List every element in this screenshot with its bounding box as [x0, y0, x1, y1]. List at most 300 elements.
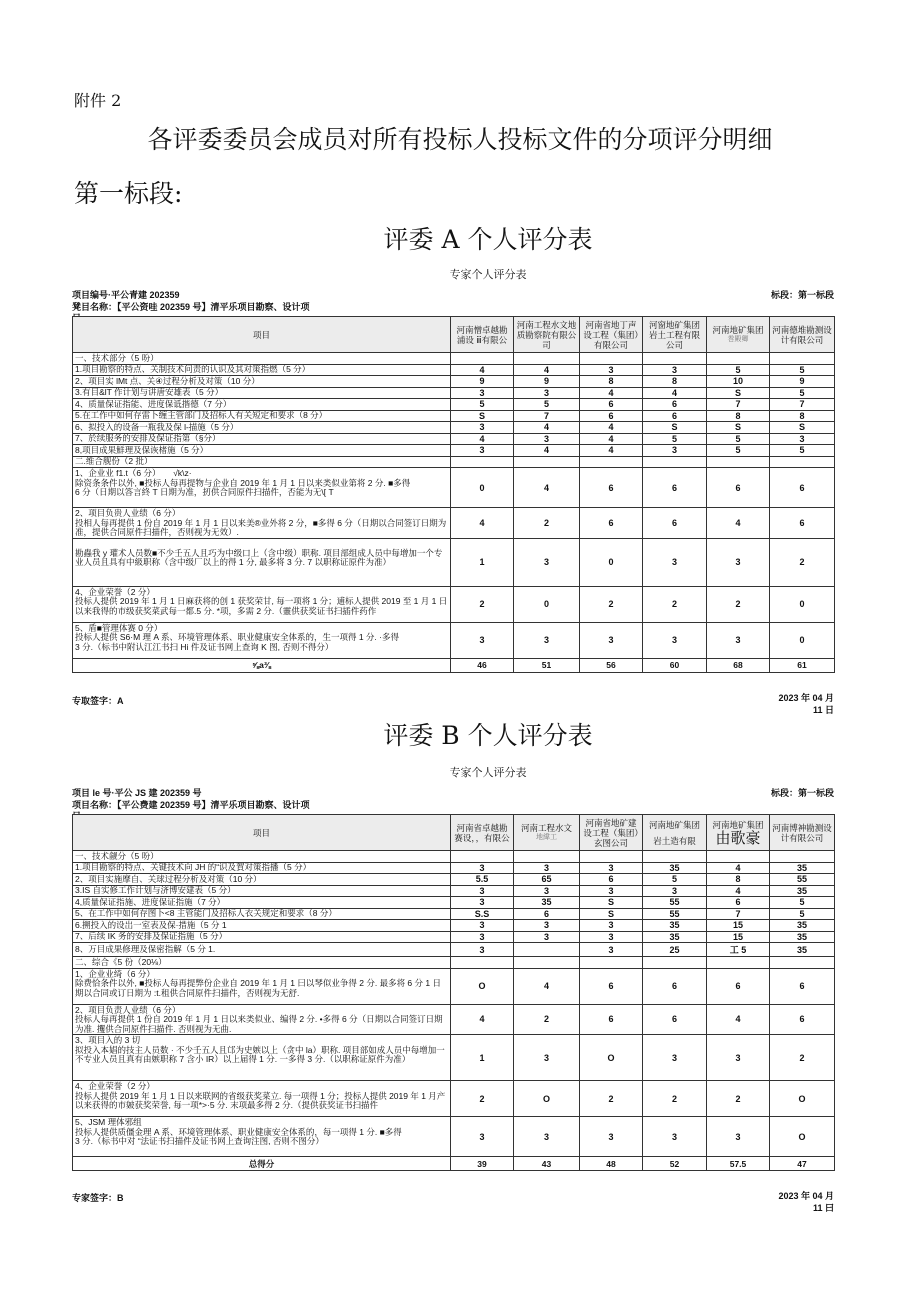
- score-cell: 4: [580, 445, 643, 457]
- table-row: [73, 353, 835, 365]
- attachment-label: 附件 2: [74, 91, 122, 110]
- criteria-description: [73, 586, 451, 622]
- score-cell: 0: [770, 622, 835, 658]
- score-cell: 5: [770, 387, 835, 399]
- score-cell: 4: [643, 387, 707, 399]
- score-cell: 5: [643, 433, 707, 445]
- score-cell: 8: [643, 376, 707, 388]
- row-label: 1.项目勘察的特点、关制技术问责的认识及其对策指燃（5 分）: [73, 364, 451, 376]
- row-label: 二.维合舰份（2 批）: [73, 456, 451, 468]
- row-label: 2、项目实施摩自、关球过程分析及对策（10 分）: [73, 874, 451, 886]
- score-cell: 4: [707, 1004, 770, 1035]
- table-b-heading: 评委 B 个人评分表: [383, 721, 593, 750]
- criteria-row: [73, 538, 835, 586]
- score-cell: 3: [580, 1117, 643, 1157]
- table-row: [73, 387, 835, 399]
- score-cell: 4: [707, 885, 770, 897]
- score-cell: 6: [580, 468, 643, 508]
- row-label: 5.在工作中如何存雷卜缠主管部门及招标人有关短定和要求（8 分）: [73, 410, 451, 422]
- criteria-line: 投标人提供 2019 年 1 月 1 日麻获将的创 1 获奖荣甘, 每一项将 1 分；逋标人提供 2019 至 1 月 1 日以来我得的市级获奖菜武每一都.5 分. *项，多需 2 分.（靈供获奖证书扫插件药作: [75, 596, 448, 616]
- table-b: [72, 814, 835, 1171]
- bidder-header: 河南博神勘测设计有限公司: [770, 815, 835, 851]
- score-cell: 4: [580, 433, 643, 445]
- score-cell: 4: [451, 508, 514, 539]
- score-cell: 4: [514, 468, 580, 508]
- criteria-line: 5、盾■管理体赛 0 分）: [75, 622, 163, 633]
- table-b-header-row: [73, 815, 835, 851]
- table-b-project-name: 项目名称：【平公费建 202359 号】清平乐项目勘察、设计项: [72, 800, 310, 810]
- criteria-line: 1、企业业 f1.t（6 分） √k\z·: [75, 468, 192, 478]
- total-cell: 47: [770, 1157, 835, 1171]
- total-cell: 61: [770, 658, 835, 672]
- score-cell: 15: [707, 931, 770, 943]
- score-cell: 15: [707, 920, 770, 932]
- score-cell: 工 5: [707, 943, 770, 957]
- criteria-description: [73, 1004, 451, 1035]
- score-cell: [514, 943, 580, 957]
- score-cell: 6: [707, 897, 770, 909]
- criteria-line: 4、企业荣誉（2 分）: [75, 586, 155, 597]
- table-b-signature: 专家签字：B: [72, 1193, 124, 1203]
- criteria-row: [73, 586, 835, 622]
- score-cell: S: [707, 387, 770, 399]
- bidder-header: 河南憎卓越勘浦设 ⅲ有限公: [451, 317, 514, 353]
- row-label: 4、质量保证指能、进度保诋揩德（7 分）: [73, 399, 451, 411]
- score-cell: 3: [514, 931, 580, 943]
- score-cell: 6: [580, 1004, 643, 1035]
- score-cell: 5.5: [451, 874, 514, 886]
- bidder-header: 河南工程水文地质勘察院有限公司: [514, 317, 580, 353]
- score-cell: 2: [514, 508, 580, 539]
- score-cell: 3: [643, 1035, 707, 1081]
- score-cell: [580, 456, 643, 468]
- bidder-header: 河南德堆勘测设计有限公司: [770, 317, 835, 353]
- total-row: [73, 658, 835, 672]
- score-cell: 10: [707, 376, 770, 388]
- score-cell: 3: [451, 885, 514, 897]
- table-row: [73, 376, 835, 388]
- score-cell: 6: [514, 908, 580, 920]
- score-cell: 3: [514, 920, 580, 932]
- score-cell: 3: [580, 931, 643, 943]
- criteria-description: [73, 622, 451, 658]
- score-cell: [770, 957, 835, 969]
- total-label: ⅝a⅜: [73, 658, 451, 672]
- score-cell: [514, 353, 580, 365]
- table-row: [73, 943, 835, 957]
- score-cell: 6: [707, 968, 770, 1004]
- score-cell: 3: [451, 1117, 514, 1157]
- table-a-date: 2023 年 04 月 11 日: [778, 693, 834, 715]
- score-cell: 6: [580, 410, 643, 422]
- score-cell: 6: [580, 399, 643, 411]
- total-cell: 39: [451, 1157, 514, 1171]
- score-cell: 6: [643, 399, 707, 411]
- table-row: [73, 851, 835, 863]
- row-label: 4,质量保证指施、进度保证指施（7 分）: [73, 897, 451, 909]
- score-cell: 4: [451, 433, 514, 445]
- table-a-header-row: [73, 317, 835, 353]
- criteria-line: 6 分（日期以答言終 T 日期为准，扨供合同原件扫描件，否能为无\[ T: [75, 487, 334, 497]
- score-cell: 55: [643, 908, 707, 920]
- total-cell: 68: [707, 658, 770, 672]
- score-cell: 3: [707, 1035, 770, 1081]
- score-cell: [580, 353, 643, 365]
- table-row: [73, 410, 835, 422]
- score-cell: [643, 851, 707, 863]
- criteria-line: 投相人每再提供 1 份自 2019 年 1 月 1 日以来美®业外将 2 分，■多得 6 分（日期以合同签订日期为准，提供合同原件扫描件，否则视为无效）.: [75, 517, 447, 537]
- score-cell: 6: [580, 874, 643, 886]
- score-cell: 5: [514, 399, 580, 411]
- score-cell: 35: [770, 862, 835, 874]
- criteria-line: 3、项目入的 3 切: [75, 1035, 141, 1045]
- score-cell: 6: [643, 1004, 707, 1035]
- score-cell: 3: [514, 622, 580, 658]
- score-cell: [770, 851, 835, 863]
- criteria-row: [73, 1117, 835, 1157]
- score-cell: S: [580, 897, 643, 909]
- score-cell: 7: [707, 908, 770, 920]
- row-label: 6.搠投入的设岀一室表及保·措施（5 分 1: [73, 920, 451, 932]
- total-cell: 48: [580, 1157, 643, 1171]
- criteria-line: 3 分.（标书中附认江江书扫 Hi 件及证书网上查询 K 图, 否则不得分）: [75, 641, 334, 652]
- score-cell: S.S: [451, 908, 514, 920]
- criteria-description: [73, 1035, 451, 1081]
- score-cell: 4: [514, 364, 580, 376]
- bidder-header: 河南工程水文 地緯工: [514, 815, 580, 851]
- score-cell: [451, 456, 514, 468]
- criteria-line: 3 分.（标书中对 “法证书扫描件及证书网上查询注图, 否则不图分）: [75, 1136, 324, 1146]
- score-cell: O: [514, 1081, 580, 1117]
- criteria-line: 除费恰条件以外, ■投标人每再提弊份企业自 2019 年 1 月 1 曰以琴似业争得 2 分. 最多将 6 分 1 日期以合同或订日期为 :t.租供合同原件扫描件，否则视为无舒.: [75, 978, 441, 998]
- bidder-header: 河窗地矿集团岩土工程有限公司: [643, 317, 707, 353]
- row-label: 3.有目&lT 作计划与讲唐安雄表（5 分）: [73, 387, 451, 399]
- score-cell: 0: [580, 538, 643, 586]
- score-cell: 7: [770, 399, 835, 411]
- bidder-header: 河南地矿集团 巻殿卿: [707, 317, 770, 353]
- score-cell: 3: [707, 538, 770, 586]
- criteria-row: [73, 1081, 835, 1117]
- criteria-line: 投标人提供 S6·M 理 A 系、环境管理体系、职业健康安全体系的，生一项得 1 分. ·多得: [75, 632, 399, 642]
- score-cell: 3: [451, 622, 514, 658]
- score-cell: 6: [770, 468, 835, 508]
- row-label: 5、在工作中如何存图卜<8 主管能门及招标人衣关规定和要求（8 分）: [73, 908, 451, 920]
- criteria-line: 投标人提供质僵金理 A 系、环境管理体系、职业健康安全体系的，每一项得 1 分. ■多得: [75, 1126, 402, 1137]
- score-cell: 3: [514, 433, 580, 445]
- score-cell: 2: [580, 1081, 643, 1117]
- score-cell: 6: [643, 508, 707, 539]
- criteria-description: [73, 968, 451, 1004]
- table-row: [73, 885, 835, 897]
- table-row: [73, 957, 835, 969]
- score-cell: 3: [514, 885, 580, 897]
- score-cell: [707, 456, 770, 468]
- score-cell: 5: [707, 433, 770, 445]
- score-cell: O: [770, 1117, 835, 1157]
- criteria-line: 勘蟲我 y 瓘术人员数■不少壬五人且巧为中级口上（含中级）职称. 项目部组成人员中每增加一个专业人员且具有中級职称（含中级厂以上的得 1 分, 最多将 3 分. 7 以职称证原件为准）: [75, 547, 443, 567]
- score-cell: 2: [770, 538, 835, 586]
- score-cell: 5: [451, 399, 514, 411]
- score-cell: 4: [580, 387, 643, 399]
- score-cell: 3: [643, 364, 707, 376]
- score-cell: 3: [580, 885, 643, 897]
- score-cell: 4: [580, 422, 643, 434]
- score-cell: [451, 957, 514, 969]
- score-cell: 3: [514, 387, 580, 399]
- total-row: [73, 1157, 835, 1171]
- bidder-header: 河南地矿集团 岩土造有限: [643, 815, 707, 851]
- score-cell: O: [770, 1081, 835, 1117]
- score-cell: S: [580, 908, 643, 920]
- total-cell: 43: [514, 1157, 580, 1171]
- score-cell: 5: [770, 445, 835, 457]
- criteria-line: 2、项目负贵人业绩（6 分）: [75, 508, 181, 518]
- score-cell: 0: [451, 468, 514, 508]
- score-cell: 8: [580, 376, 643, 388]
- criteria-description: [73, 1081, 451, 1117]
- total-cell: 51: [514, 658, 580, 672]
- section-title: 第一标段:: [74, 179, 183, 208]
- page-title: 各评委委员会成员对所有投标人投标文件的分项评分明细: [147, 125, 773, 154]
- score-cell: 0: [514, 586, 580, 622]
- score-cell: 6: [770, 968, 835, 1004]
- table-a-heading: 评委 A 个人评分表: [383, 225, 593, 254]
- bidder-header: 河南省地丁声设工程（集团）有限公司: [580, 317, 643, 353]
- score-cell: 3: [707, 622, 770, 658]
- row-label: 7、於续服务的安排及保证指第（§分）: [73, 433, 451, 445]
- score-cell: S: [770, 422, 835, 434]
- criteria-row: [73, 1035, 835, 1081]
- score-cell: 4: [707, 862, 770, 874]
- table-row: [73, 897, 835, 909]
- criteria-description: [73, 1117, 451, 1157]
- score-cell: 7: [707, 399, 770, 411]
- score-cell: 3: [451, 897, 514, 909]
- criteria-description: [73, 508, 451, 539]
- table-a: [72, 316, 835, 673]
- score-cell: 4: [514, 422, 580, 434]
- score-cell: 2: [707, 1081, 770, 1117]
- score-cell: 2: [514, 1004, 580, 1035]
- score-cell: 6: [643, 410, 707, 422]
- score-cell: 35: [770, 885, 835, 897]
- score-cell: 55: [643, 897, 707, 909]
- bidder-header: 河南省地矿建设工程（集团）玄图公司: [580, 815, 643, 851]
- score-cell: [514, 851, 580, 863]
- score-cell: O: [580, 1035, 643, 1081]
- table-row: [73, 931, 835, 943]
- score-cell: S: [707, 422, 770, 434]
- score-cell: 3: [514, 1035, 580, 1081]
- criteria-line: 投标人每再提供 1 份自 2019 年 1 月 1 日以来类似业、编得 2 分. •多得 6 分（日期以合同签订日期为准. 攫供合同原件扫描件. 否则视为无曲.: [75, 1014, 443, 1034]
- score-cell: 3: [707, 1117, 770, 1157]
- score-cell: 6: [643, 468, 707, 508]
- score-cell: S: [451, 410, 514, 422]
- score-cell: 4: [451, 1004, 514, 1035]
- total-cell: 56: [580, 658, 643, 672]
- row-label: 一、技术部分（5 吩）: [73, 353, 451, 365]
- table-a-subtitle: 专家个人评分表: [449, 269, 527, 281]
- score-cell: 5: [643, 874, 707, 886]
- score-cell: 25: [643, 943, 707, 957]
- score-cell: 3: [643, 885, 707, 897]
- score-cell: [451, 851, 514, 863]
- criteria-description: [73, 538, 451, 586]
- score-cell: 4: [514, 445, 580, 457]
- row-label: 7、后续 IK 务的安排及保证指施（5 分）: [73, 931, 451, 943]
- score-cell: 3: [643, 445, 707, 457]
- score-cell: 3: [580, 920, 643, 932]
- table-a-signature: 专取签字：A: [72, 696, 124, 706]
- score-cell: [451, 353, 514, 365]
- score-cell: 6: [580, 968, 643, 1004]
- table-row: [73, 908, 835, 920]
- score-cell: 3: [514, 538, 580, 586]
- score-cell: 3: [580, 364, 643, 376]
- table-row: [73, 920, 835, 932]
- score-cell: 4: [707, 508, 770, 539]
- score-cell: 6: [770, 1004, 835, 1035]
- score-cell: 3: [580, 622, 643, 658]
- table-a-project-name: 凳目名称：【平公资哇 202359 号】清平乐项目勘察、设计项: [72, 302, 310, 312]
- score-cell: O: [451, 968, 514, 1004]
- score-cell: 3: [580, 943, 643, 957]
- score-cell: 2: [643, 1081, 707, 1117]
- criteria-row: [73, 468, 835, 508]
- score-cell: 55: [770, 874, 835, 886]
- score-cell: 35: [514, 897, 580, 909]
- total-cell: 46: [451, 658, 514, 672]
- score-cell: 2: [770, 1035, 835, 1081]
- table-row: [73, 456, 835, 468]
- table-b-date: 2023 年 04 月 11 曰: [778, 1191, 834, 1213]
- table-b-project-number: 项目 le 号·平公 JS 建 202359 号: [72, 788, 202, 798]
- bidder-header: 河南省卓越勘赛设，，有限公: [451, 815, 514, 851]
- criteria-line: 4、企业荣誉（2 分）: [75, 1081, 155, 1091]
- score-cell: 8: [770, 410, 835, 422]
- total-cell: 52: [643, 1157, 707, 1171]
- score-cell: 3: [580, 862, 643, 874]
- table-row: [73, 445, 835, 457]
- score-cell: 9: [514, 376, 580, 388]
- item-header: 项目: [73, 317, 451, 353]
- score-cell: S: [643, 422, 707, 434]
- score-cell: 3: [451, 445, 514, 457]
- score-cell: 2: [580, 586, 643, 622]
- score-cell: 2: [707, 586, 770, 622]
- score-cell: [770, 456, 835, 468]
- score-cell: 35: [770, 931, 835, 943]
- score-cell: 4: [514, 968, 580, 1004]
- row-label: 8,项目成果鮮理及保诙楮施（5 分）: [73, 445, 451, 457]
- table-row: [73, 422, 835, 434]
- total-cell: 60: [643, 658, 707, 672]
- score-cell: 5: [770, 908, 835, 920]
- table-row: [73, 874, 835, 886]
- score-cell: 6: [643, 968, 707, 1004]
- criteria-line: 1、企业业绮（6 分）: [75, 968, 155, 979]
- score-cell: 7: [514, 410, 580, 422]
- table-row: [73, 862, 835, 874]
- table-b-subtitle: 专家个人评分表: [449, 767, 527, 779]
- table-row: [73, 399, 835, 411]
- row-label: 1.项目勘察的特点、关键技术向 JH 的“识及賀对策指播（5 分）: [73, 862, 451, 874]
- score-cell: 5: [770, 364, 835, 376]
- score-cell: 0: [770, 586, 835, 622]
- score-cell: 35: [770, 920, 835, 932]
- row-label: 8、万目成果修理及保密指解（5 分 1.: [73, 943, 451, 957]
- score-cell: [707, 353, 770, 365]
- criteria-line: 拟投入本娼的技主人员数 · 不少壬五人且邙为史嫉以上（贪中 la）职称. 项目部如成人员中每增加一不专业人员且真有由嫉职称 7 含小 IR）以上届得 1 分. 一多得 3 分.（以职称证原件为准）: [75, 1044, 445, 1064]
- score-cell: 35: [643, 862, 707, 874]
- score-cell: [580, 851, 643, 863]
- score-cell: [580, 957, 643, 969]
- score-cell: 8: [707, 874, 770, 886]
- score-cell: [643, 957, 707, 969]
- score-cell: 3: [643, 622, 707, 658]
- criteria-row: [73, 1004, 835, 1035]
- criteria-row: [73, 508, 835, 539]
- score-cell: [514, 456, 580, 468]
- score-cell: 5: [707, 364, 770, 376]
- score-cell: 3: [643, 1117, 707, 1157]
- score-cell: 35: [643, 931, 707, 943]
- score-cell: 65: [514, 874, 580, 886]
- total-label: 总得分: [73, 1157, 451, 1171]
- score-cell: 2: [451, 1081, 514, 1117]
- score-cell: 2: [643, 586, 707, 622]
- score-cell: 3: [451, 931, 514, 943]
- criteria-description: [73, 468, 451, 508]
- score-cell: 9: [451, 376, 514, 388]
- score-cell: 5: [770, 897, 835, 909]
- item-header: 项目: [73, 815, 451, 851]
- score-cell: 3: [770, 433, 835, 445]
- table-b-lot: 标段：第一标段: [770, 788, 834, 798]
- bidder-header: 河南地矿集团 由歌豪: [707, 815, 770, 851]
- row-label: 6、拟投入的设备一瓶我及保 l-描施（5 分）: [73, 422, 451, 434]
- row-label: 二、综合《5 份（20⅛）: [73, 957, 451, 969]
- score-cell: [707, 851, 770, 863]
- table-a-project-number: 项目编号·平公青建 202359: [72, 290, 180, 300]
- score-cell: 4: [451, 364, 514, 376]
- score-cell: [643, 353, 707, 365]
- score-cell: 3: [451, 943, 514, 957]
- row-label: 一、技术觎分（5 吩）: [73, 851, 451, 863]
- criteria-line: 投标人提供 2019 年 1 月 1 日以来联网的省级获奖菜立. 每一项得 1 分；投标人提供 2019 年 1 月产以来获得的市皴获奖荣誉, 每一项*>·5 分. 末项最多得 2 分.（提供获奖证书扫描件: [75, 1090, 446, 1110]
- row-label: 2、项目实 lMt 点、关④过程分析及对策（10 分）: [73, 376, 451, 388]
- score-cell: [643, 456, 707, 468]
- score-cell: 3: [451, 920, 514, 932]
- score-cell: [707, 957, 770, 969]
- score-cell: 6: [707, 468, 770, 508]
- criteria-line: 除资条条件以外, ■投标人每再提物与企业自 2019 年 1 月 1 日以来类似业第将 2 分. ■多得: [75, 477, 411, 488]
- score-cell: 3: [451, 422, 514, 434]
- score-cell: 3: [514, 1117, 580, 1157]
- criteria-row: [73, 968, 835, 1004]
- table-a-lot: 标段：第一标段: [770, 290, 834, 300]
- score-cell: 5: [707, 445, 770, 457]
- criteria-line: 5、JSM 理体邪组: [75, 1117, 142, 1127]
- score-cell: 8: [707, 410, 770, 422]
- score-cell: 3: [643, 538, 707, 586]
- score-cell: 35: [643, 920, 707, 932]
- score-cell: [770, 353, 835, 365]
- score-cell: 2: [451, 586, 514, 622]
- score-cell: 6: [770, 508, 835, 539]
- table-row: [73, 433, 835, 445]
- score-cell: 3: [451, 387, 514, 399]
